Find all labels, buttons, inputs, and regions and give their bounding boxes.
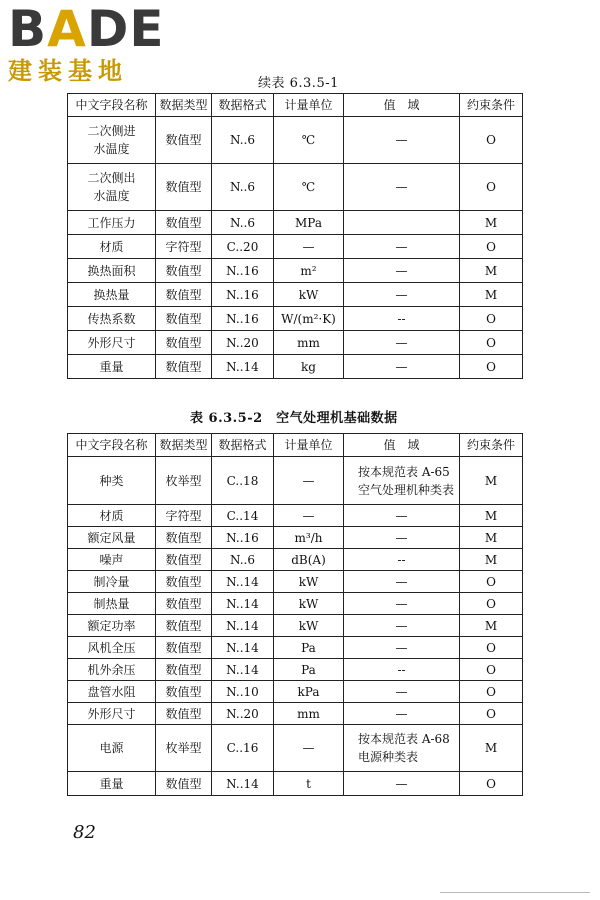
table-row — [68, 307, 523, 331]
table-cell: N..16 — [212, 307, 274, 331]
table-cell: O — [460, 593, 523, 615]
logo-wordmark: BADE — [8, 0, 165, 58]
table-cell: 按本规范表 A-65 空气处理机种类表 — [344, 457, 460, 505]
table-cell: 数值型 — [156, 283, 212, 307]
table-cell: 材质 — [68, 235, 156, 259]
column-header: 值 域 — [344, 94, 460, 117]
table-cell: 重量 — [68, 772, 156, 796]
table-cell: 字符型 — [156, 235, 212, 259]
table-cell: — — [344, 259, 460, 283]
table-cell: 换热面积 — [68, 259, 156, 283]
brand-logo — [8, 0, 178, 90]
table-cell: kW — [274, 593, 344, 615]
table-cell: kW — [274, 571, 344, 593]
table-cell: kg — [274, 355, 344, 379]
table-cell: O — [460, 307, 523, 331]
table-cell: — — [274, 457, 344, 505]
table-cell: C..16 — [212, 725, 274, 772]
table-cell: — — [344, 283, 460, 307]
table-cell: 数值型 — [156, 355, 212, 379]
table-cell: — — [344, 637, 460, 659]
table-cell: 电源 — [68, 725, 156, 772]
column-header: 数据格式 — [212, 94, 274, 117]
table-cell: M — [460, 615, 523, 637]
table-cell: — — [344, 571, 460, 593]
table-cell: Pa — [274, 659, 344, 681]
table-cell: N..6 — [212, 211, 274, 235]
table-cell: 数值型 — [156, 681, 212, 703]
table-cell: — — [274, 235, 344, 259]
table-row — [68, 259, 523, 283]
table-cell: 数值型 — [156, 117, 212, 164]
table-cell: M — [460, 725, 523, 772]
table-cell: 材质 — [68, 505, 156, 527]
table-cell: 枚举型 — [156, 725, 212, 772]
table-cell: 数值型 — [156, 772, 212, 796]
table-cell: N..14 — [212, 772, 274, 796]
table-cell: O — [460, 117, 523, 164]
table-cell: ℃ — [274, 117, 344, 164]
table-cell: W/(m²·K) — [274, 307, 344, 331]
table-cell: 数值型 — [156, 259, 212, 283]
table1-caption: 续表 6.3.5-1 — [258, 76, 339, 91]
table-cell: 换热量 — [68, 283, 156, 307]
column-header: 约束条件 — [460, 94, 523, 117]
table-cell: mm — [274, 703, 344, 725]
table-cell — [344, 211, 460, 235]
table-cell: 数值型 — [156, 615, 212, 637]
table-cell: N..14 — [212, 659, 274, 681]
table-cell: N..6 — [212, 117, 274, 164]
table-hvac-heat-exchanger-cont — [67, 93, 523, 379]
table-cell: kW — [274, 615, 344, 637]
table-cell: 传热系数 — [68, 307, 156, 331]
table-cell: 外形尺寸 — [68, 331, 156, 355]
table-cell: 二次侧进水温度 — [68, 117, 156, 164]
table-cell: M — [460, 259, 523, 283]
table-cell: N..20 — [212, 703, 274, 725]
table-cell: kW — [274, 283, 344, 307]
table-cell: — — [344, 355, 460, 379]
table-air-handler-basic-data — [67, 433, 523, 796]
table-cell: 数值型 — [156, 307, 212, 331]
table-cell: -- — [344, 549, 460, 571]
table-row — [68, 457, 523, 505]
table-cell: N..6 — [212, 549, 274, 571]
table-row — [68, 725, 523, 772]
table-row — [68, 637, 523, 659]
table-cell: C..14 — [212, 505, 274, 527]
table-cell: M — [460, 457, 523, 505]
table-cell: N..14 — [212, 637, 274, 659]
table-cell: — — [274, 725, 344, 772]
table-cell: t — [274, 772, 344, 796]
table-cell: O — [460, 659, 523, 681]
table-cell: N..16 — [212, 527, 274, 549]
table-cell: — — [344, 703, 460, 725]
table-row — [68, 593, 523, 615]
table-cell: 外形尺寸 — [68, 703, 156, 725]
table-cell: -- — [344, 659, 460, 681]
table-cell: 数值型 — [156, 593, 212, 615]
table-cell: O — [460, 164, 523, 211]
table-cell: Pa — [274, 637, 344, 659]
table-cell: O — [460, 355, 523, 379]
table-cell: 数值型 — [156, 331, 212, 355]
table-cell: N..14 — [212, 571, 274, 593]
table-cell: 数值型 — [156, 571, 212, 593]
table-cell: C..18 — [212, 457, 274, 505]
table-cell: N..6 — [212, 164, 274, 211]
table-cell: O — [460, 571, 523, 593]
table-row — [68, 703, 523, 725]
footer-divider — [440, 892, 590, 893]
table-cell: mm — [274, 331, 344, 355]
table-cell: — — [344, 615, 460, 637]
table-cell: — — [344, 772, 460, 796]
table-cell: 额定功率 — [68, 615, 156, 637]
table-cell: N..16 — [212, 283, 274, 307]
table-cell: M — [460, 283, 523, 307]
table-cell: — — [344, 593, 460, 615]
table-row — [68, 527, 523, 549]
table-row — [68, 571, 523, 593]
table-cell: — — [344, 505, 460, 527]
table2-header-row — [68, 434, 523, 457]
table-row — [68, 235, 523, 259]
table-cell: O — [460, 772, 523, 796]
logo-subtitle: 建装基地 — [8, 57, 128, 85]
table-cell: 二次侧出水温度 — [68, 164, 156, 211]
table-cell: 重量 — [68, 355, 156, 379]
table-row — [68, 681, 523, 703]
table-cell: 制热量 — [68, 593, 156, 615]
table-cell: m² — [274, 259, 344, 283]
column-header: 计量单位 — [274, 94, 344, 117]
table-cell: O — [460, 331, 523, 355]
table-row — [68, 283, 523, 307]
table-cell: 工作压力 — [68, 211, 156, 235]
table-cell: N..20 — [212, 331, 274, 355]
page-number: 82 — [73, 822, 96, 843]
table-cell: dB(A) — [274, 549, 344, 571]
table-cell: 风机全压 — [68, 637, 156, 659]
table-cell: 按本规范表 A-68 电源种类表 — [344, 725, 460, 772]
table-cell: — — [274, 505, 344, 527]
table-cell: N..14 — [212, 593, 274, 615]
table-row — [68, 355, 523, 379]
table-cell: 字符型 — [156, 505, 212, 527]
table-cell: m³/h — [274, 527, 344, 549]
table-cell: 数值型 — [156, 211, 212, 235]
table-cell: — — [344, 681, 460, 703]
table-cell: O — [460, 681, 523, 703]
table-cell: ℃ — [274, 164, 344, 211]
table-row — [68, 772, 523, 796]
table-row — [68, 211, 523, 235]
table-cell: N..10 — [212, 681, 274, 703]
table-cell: MPa — [274, 211, 344, 235]
table-cell: -- — [344, 307, 460, 331]
column-header: 数据类型 — [156, 434, 212, 457]
table-cell: 数值型 — [156, 703, 212, 725]
column-header: 数据格式 — [212, 434, 274, 457]
table-row — [68, 659, 523, 681]
table-cell: — — [344, 331, 460, 355]
table-cell: 数值型 — [156, 659, 212, 681]
table-cell: N..14 — [212, 355, 274, 379]
column-header: 数据类型 — [156, 94, 212, 117]
table-cell: 枚举型 — [156, 457, 212, 505]
table-cell: 数值型 — [156, 637, 212, 659]
table-cell: C..20 — [212, 235, 274, 259]
table2-caption: 表 6.3.5-2 空气处理机基础数据 — [190, 411, 398, 426]
table-row — [68, 117, 523, 164]
table-cell: M — [460, 211, 523, 235]
table-cell: 种类 — [68, 457, 156, 505]
column-header: 中文字段名称 — [68, 94, 156, 117]
table-cell: — — [344, 235, 460, 259]
table-cell: O — [460, 637, 523, 659]
table-cell: O — [460, 235, 523, 259]
table-cell: 盘管水阻 — [68, 681, 156, 703]
table-cell: kPa — [274, 681, 344, 703]
table-cell: 噪声 — [68, 549, 156, 571]
table-cell: 数值型 — [156, 527, 212, 549]
table-cell: 数值型 — [156, 549, 212, 571]
column-header: 值 域 — [344, 434, 460, 457]
table-row — [68, 331, 523, 355]
table-row — [68, 615, 523, 637]
table-row — [68, 549, 523, 571]
table-cell: 数值型 — [156, 164, 212, 211]
table-cell: N..16 — [212, 259, 274, 283]
table-row — [68, 164, 523, 211]
column-header: 约束条件 — [460, 434, 523, 457]
table-cell: 制冷量 — [68, 571, 156, 593]
table-cell: M — [460, 549, 523, 571]
table-cell: 机外余压 — [68, 659, 156, 681]
table-cell: O — [460, 703, 523, 725]
table-cell: N..14 — [212, 615, 274, 637]
table-cell: M — [460, 505, 523, 527]
table1-header-row — [68, 94, 523, 117]
table-cell: M — [460, 527, 523, 549]
table-cell: — — [344, 164, 460, 211]
table-row — [68, 505, 523, 527]
column-header: 中文字段名称 — [68, 434, 156, 457]
table-cell: — — [344, 117, 460, 164]
column-header: 计量单位 — [274, 434, 344, 457]
table-cell: — — [344, 527, 460, 549]
table-cell: 额定风量 — [68, 527, 156, 549]
